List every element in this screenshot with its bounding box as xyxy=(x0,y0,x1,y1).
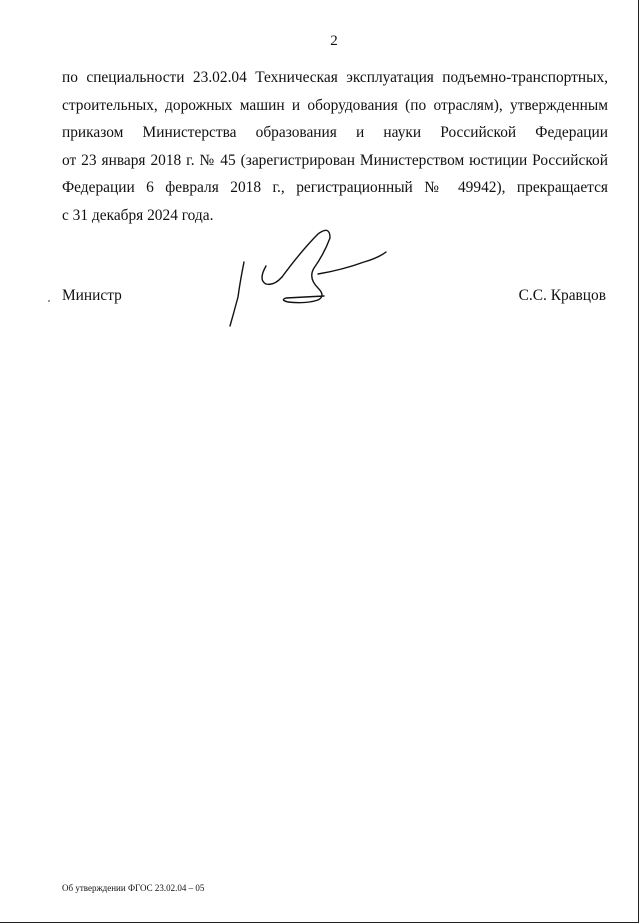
page-number: 2 xyxy=(330,33,338,49)
scan-speck xyxy=(48,300,50,302)
paragraph-line: от 23 января 2018 г. № 45 (зарегистрирован Министерством юстиции Российской xyxy=(62,151,608,169)
paragraph-line: Федерации 6 февраля 2018 г., регистрационный № 49942), прекращается xyxy=(62,179,608,196)
paragraph-line: строительных, дорожных машин и оборудования (по отраслям), утвержденным xyxy=(62,96,608,114)
signer-name: С.С. Кравцов xyxy=(518,287,606,304)
handwritten-signature xyxy=(222,222,392,332)
footer-note: Об утверждении ФГОС 23.02.04 – 05 xyxy=(62,883,205,893)
body-paragraph xyxy=(62,64,608,229)
paragraph-line: с 31 декабря 2024 года. xyxy=(62,206,214,224)
paragraph-line: приказом Министерства образования и науки Российской Федерации xyxy=(62,124,608,141)
paragraph-line: по специальности 23.02.04 Техническая эксплуатация подъемно-транспортных, xyxy=(62,69,608,86)
signer-title: Министр xyxy=(62,287,122,304)
